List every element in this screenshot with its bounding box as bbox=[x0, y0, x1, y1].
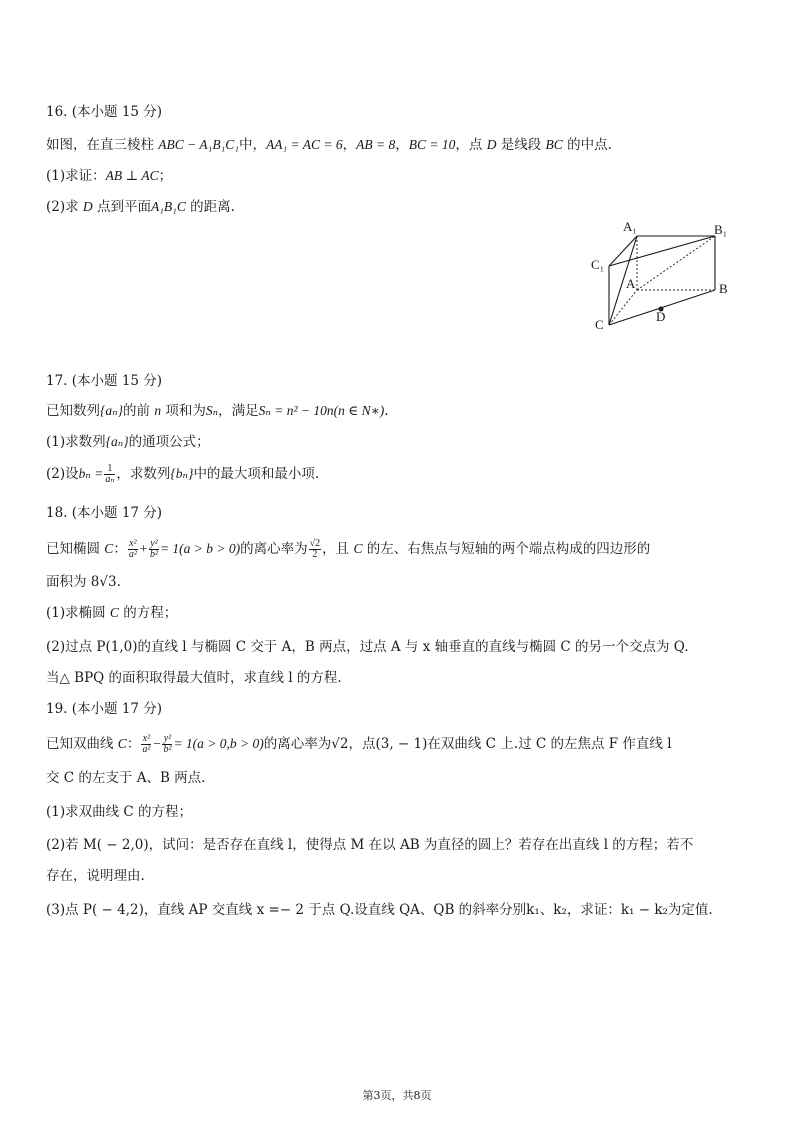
problem-19-heading: 19. (本小题 17 分) bbox=[46, 701, 163, 717]
problem-19-question-3: (3)点 P( − 4,2)，直线 AP 交直线 x =− 2 于点 Q.设直线 QA、QB 的斜率分别k₁、k₂，求证：k₁ − k₂为定值. bbox=[46, 902, 713, 918]
fraction-1-over-an: $\frac{1}{\text{aₙ}}$ bbox=[105, 463, 115, 485]
problem-18-question-1: (1)求椭圆 C 的方程； bbox=[46, 605, 178, 621]
problem-17-question-2: (2)设bₙ = $\frac{1}{\text{aₙ}}$ ，求数列{bₙ}中的最大项和最小项. bbox=[46, 463, 320, 485]
edge-ca-hidden bbox=[609, 290, 637, 325]
problem-18-question-2: (2)过点 P(1,0)的直线 l 与椭圆 C 交于 A，B 两点，过点 A 与 x 轴垂直的直线与椭圆 C 的另一个交点为 Q. bbox=[46, 639, 689, 655]
problem-19-question-1: (1)求双曲线 C 的方程； bbox=[46, 804, 193, 820]
label-b1: B₁ bbox=[714, 222, 728, 237]
problem-18-statement: 已知椭圆 C： $\frac{\text{x²}}{\text{a²}}$ + $\frac{\text{y²}}{\text{b²}}$ = 1(a > b > 0)的离心率为 $\frac{√2}{2}$ ，且 C 的左、右焦点与短轴的两个端点构成的四边形的 bbox=[46, 538, 651, 560]
label-a: A bbox=[626, 276, 636, 291]
problem-19-statement-line-2: 交 C 的左支于 A、B 两点. bbox=[46, 770, 206, 786]
label-b: B bbox=[719, 281, 728, 296]
edge-c1b1 bbox=[609, 236, 715, 266]
page-footer: 第3页，共8页 bbox=[362, 1089, 432, 1102]
problem-16-statement: 如图，在直三棱柱 ABC − A₁B₁C₁中，AA₁ = AC = 6，AB = 8，BC = 10，点 D 是线段 BC 的中点. bbox=[46, 137, 612, 153]
problem-19-question-2: (2)若 M( − 2,0)，试问：是否存在直线 l，使得点 M 在以 AB 为直径的圆上？若存在出直线 l 的方程；若不 bbox=[46, 837, 694, 853]
problem-17-statement: 已知数列{aₙ}的前 n 项和为Sₙ，满足Sₙ = n² − 10n(n ∈ N∗). bbox=[46, 403, 389, 419]
eccentricity-fraction: $\frac{√2}{2}$ bbox=[309, 538, 321, 560]
problem-17-question-1: (1)求数列{aₙ}的通项公式； bbox=[46, 434, 210, 450]
problem-18-statement-line-2: 面积为 8√3. bbox=[46, 574, 121, 590]
problem-19-statement: 已知双曲线 C： $\frac{\text{x²}}{\text{a²}}$ − $\frac{\text{y²}}{\text{b²}}$ = 1(a > 0,b > 0)的离心率为√2，点(3, − 1)在双曲线 C 上.过 C 的左焦点 F 作直线 l bbox=[46, 733, 672, 755]
label-c1: C₁ bbox=[591, 257, 605, 272]
problem-19-question-2-line-2: 存在，说明理由. bbox=[46, 868, 145, 884]
problem-16-question-1: (1)求证：AB ⊥ AC； bbox=[46, 168, 173, 184]
edge-ab1-hidden bbox=[637, 236, 715, 290]
label-c: C bbox=[595, 317, 604, 332]
label-d: D bbox=[656, 309, 666, 324]
problem-18-question-2-line-2: 当△ BPQ 的面积取得最大值时，求直线 l 的方程. bbox=[46, 670, 342, 686]
problem-17-heading: 17. (本小题 15 分) bbox=[46, 373, 163, 389]
label-a1: A₁ bbox=[623, 219, 637, 234]
prism-figure bbox=[585, 217, 735, 339]
problem-16-question-2: (2)求 D 点到平面A₁B₁C 的距离. bbox=[46, 199, 235, 215]
problem-18-heading: 18. (本小题 17 分) bbox=[46, 505, 163, 521]
problem-16-heading: 16. (本小题 15 分) bbox=[46, 104, 163, 120]
